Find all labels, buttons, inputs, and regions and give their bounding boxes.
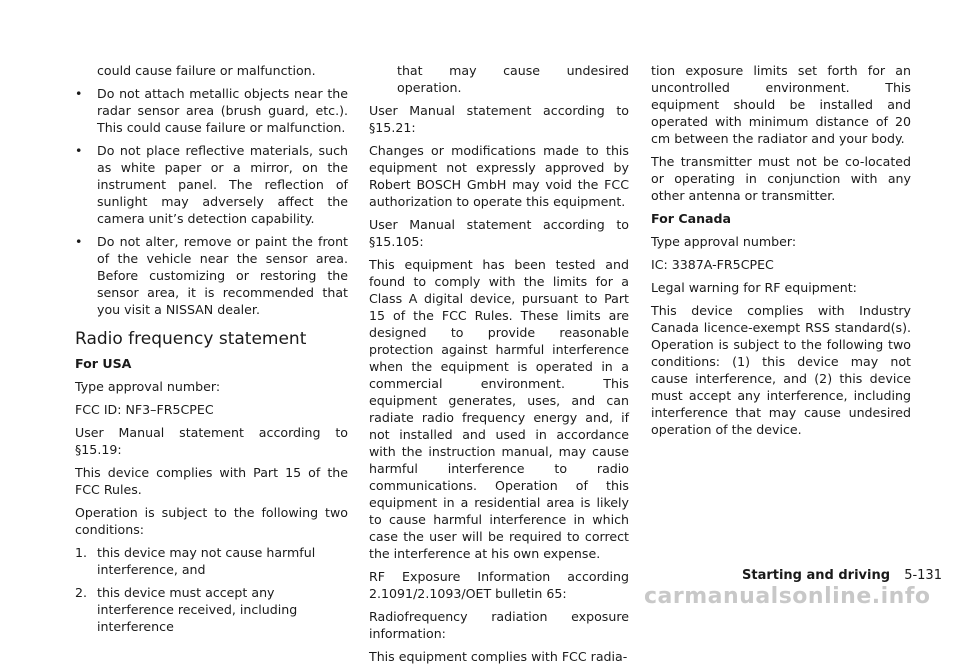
paragraph: tion exposure limits set forth for an uncontrolled environment. This equipment should be installed and operated with minimum distance of 20 cm between the radiator and your body. bbox=[651, 63, 911, 146]
statement-15-105: User Manual statement according to §15.105: bbox=[369, 217, 629, 249]
continued-text: that may cause undesired operation. bbox=[397, 63, 629, 95]
section-heading: Radio frequency statement bbox=[75, 329, 307, 349]
item-text: this device may not cause harmful interference, and bbox=[97, 545, 316, 577]
paragraph: The transmitter must not be co-located or operating in conjunction with any other antenna or transmitter. bbox=[651, 154, 911, 203]
paragraph: This equipment complies with FCC radia- bbox=[369, 649, 628, 664]
paragraph: Radiofrequency radiation exposure information: bbox=[369, 609, 629, 641]
column-1 bbox=[75, 62, 348, 641]
bullet-item bbox=[75, 142, 348, 227]
bullet-item bbox=[75, 85, 348, 136]
bullet-text: Do not place reflective materials, such as white paper or a mirror, on the instrument panel. The reflection of sunlight may adversely affect the camera unit’s detection capability. bbox=[97, 143, 348, 226]
type-approval-label: Type approval number: bbox=[651, 234, 797, 249]
paragraph: Operation is subject to the following two conditions: bbox=[75, 505, 348, 537]
bullet-item bbox=[75, 233, 348, 318]
subheading-usa: For USA bbox=[75, 356, 132, 371]
numbered-item bbox=[75, 544, 348, 578]
statement-15-19: User Manual statement according to §15.19: bbox=[75, 425, 348, 457]
item-text: this device must accept any interference received, including interference bbox=[97, 585, 298, 634]
watermark: carmanualsonline.info bbox=[644, 584, 931, 609]
paragraph: This device complies with Part 15 of the FCC Rules. bbox=[75, 465, 348, 497]
bullet-text: Do not alter, remove or paint the front of the vehicle near the sensor area. Before customizing or restoring the sensor area, it is recommended that you visit a NISSAN dealer. bbox=[97, 234, 348, 317]
rf-exposure-heading: RF Exposure Information according 2.1091/2.1093/OET bulletin 65: bbox=[369, 569, 629, 601]
continued-text: could cause failure or malfunction. bbox=[97, 63, 316, 78]
paragraph: This equipment has been tested and found to comply with the limits for a Class A digital device, pursuant to Part 15 of the FCC Rules. These limits are designed to provide reasonable protection against harmful interference when the equipment is operated in a commercial environment. This equipment generates, uses, and can radiate radio frequency energy and, if not installed and used in accordance with the instruction manual, may cause harmful interference to radio communications. Operation of this equipment in a residential area is likely to cause harmful interference in which case the user will be required to correct the interference at his own expense. bbox=[369, 257, 629, 561]
paragraph: This device complies with Industry Canada licence-exempt RSS standard(s). Operation is subject to the following two conditions: (1) this device may not cause interference, and (2) this device must accept any interference, including interference that may cause undesired operation of the device. bbox=[651, 303, 911, 437]
bullet-icon: • bbox=[75, 86, 83, 101]
statement-15-21: User Manual statement according to §15.21: bbox=[369, 103, 629, 135]
type-approval-label: Type approval number: bbox=[75, 379, 221, 394]
bullet-icon: • bbox=[75, 234, 83, 249]
ic-number: IC: 3387A-FR5CPEC bbox=[651, 257, 774, 272]
column-2 bbox=[369, 62, 629, 671]
bullet-icon: • bbox=[75, 143, 83, 158]
bullet-text: Do not attach metallic objects near the radar sensor area (brush guard, etc.). This could cause failure or malfunction. bbox=[97, 86, 348, 135]
paragraph: Changes or modifications made to this equipment not expressly approved by Robert BOSCH GmbH may void the FCC authorization to operate this equipment. bbox=[369, 143, 629, 209]
page-footer bbox=[742, 567, 942, 585]
fcc-id: FCC ID: NF3–FR5CPEC bbox=[75, 402, 214, 417]
item-number: 1. bbox=[75, 545, 88, 560]
subheading-canada: For Canada bbox=[651, 211, 732, 226]
numbered-item bbox=[75, 584, 348, 635]
column-3 bbox=[651, 62, 911, 444]
page-number: 5-131 bbox=[904, 568, 942, 583]
legal-warning-label: Legal warning for RF equipment: bbox=[651, 280, 857, 295]
item-number: 2. bbox=[75, 585, 88, 600]
footer-section: Starting and driving bbox=[742, 568, 891, 583]
